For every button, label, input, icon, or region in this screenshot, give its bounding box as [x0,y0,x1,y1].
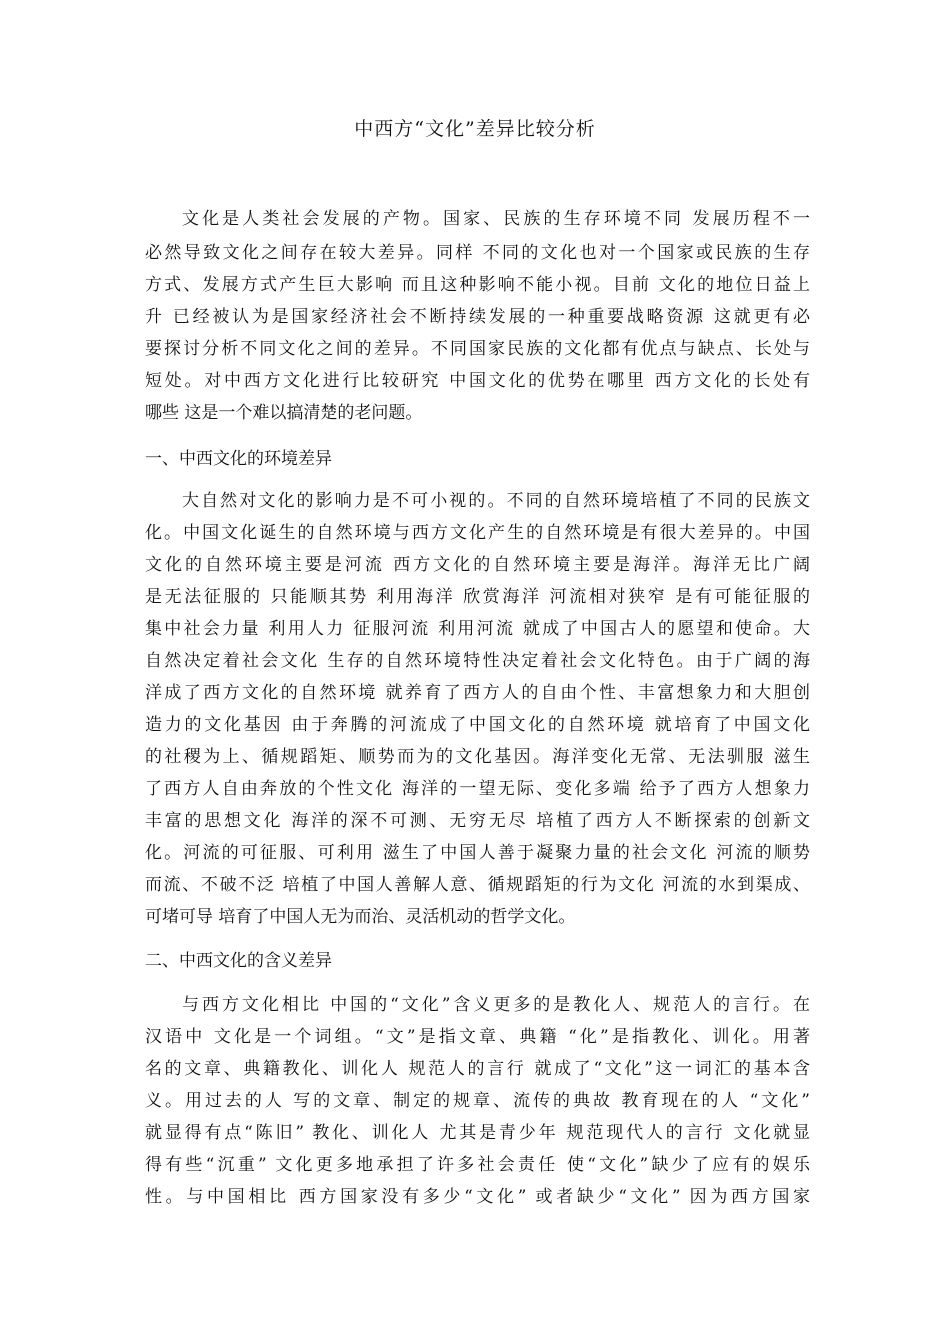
section1-line: 化。中国文化诞生的自然环境与西方文化产生的自然环境是有很大差异的。中国 [145,523,810,543]
section-heading: 二、中西文化的含义差异 [145,951,332,971]
section1-line: 丰富的思想文化 海洋的深不可测、无穷无尽 培植了西方人不断探索的创新文 [145,811,810,831]
section2-line: 义。用过去的人 写的文章、制定的规章、流传的典故 教育现在的人 “文化” [145,1091,810,1111]
intro-line: 必然导致文化之间存在较大差异。同样 不同的文化也对一个国家或民族的生存 [145,243,810,263]
section1-line: 而流、不破不泛 培植了中国人善解人意、循规蹈矩的行为文化 河流的水到渠成、 [145,875,810,895]
section1-line: 化。河流的可征服、可利用 滋生了中国人善于凝聚力量的社会文化 河流的顺势 [145,843,810,863]
section1-line: 自然决定着社会文化 生存的自然环境特性决定着社会文化特色。由于广阔的海 [145,651,810,671]
intro-line: 要探讨分析不同文化之间的差异。不同国家民族的文化都有优点与缺点、长处与 [145,339,810,359]
intro-line: 短处。对中西方文化进行比较研究 中国文化的优势在哪里 西方文化的长处有 [145,371,810,391]
section2-line: 名的文章、典籍教化、训化人 规范人的言行 就成了“文化”这一词汇的基本含 [145,1059,810,1079]
section2-line: 汉语中 文化是一个词组。“文”是指文章、典籍 “化”是指教化、训化。用著 [145,1027,810,1047]
section1-line: 的社稷为上、循规蹈矩、顺势而为的文化基因。海洋变化无常、无法驯服 滋生 [145,747,810,767]
intro-line: 方式、发展方式产生巨大影响 而且这种影响不能小视。目前 文化的地位日益上 [145,275,810,295]
section1-line: 文化的自然环境主要是河流 西方文化的自然环境主要是海洋。海洋无比广阔 [145,555,810,575]
section1-line: 洋成了西方文化的自然环境 就养育了西方人的自由个性、丰富想象力和大胆创 [145,683,810,703]
intro-line: 文化是人类社会发展的产物。国家、民族的生存环境不同 发展历程不一 [182,209,810,229]
section1-line: 大自然对文化的影响力是不可小视的。不同的自然环境培植了不同的民族文 [182,491,810,511]
section1-line: 集中社会力量 利用人力 征服河流 利用河流 就成了中国古人的愿望和使命。大 [145,619,810,639]
section2-line: 与西方文化相比 中国的“文化”含义更多的是教化人、规范人的言行。在 [182,995,810,1015]
section-heading: 一、中西文化的环境差异 [145,449,332,469]
section1-line: 了西方人自由奔放的个性文化 海洋的一望无际、变化多端 给予了西方人想象力 [145,779,810,799]
intro-line: 升 已经被认为是国家经济社会不断持续发展的一种重要战略资源 这就更有必 [145,307,810,327]
section2-line: 就显得有点“陈旧” 教化、训化人 尤其是青少年 规范现代人的言行 文化就显 [145,1123,810,1143]
section1-line: 可堵可导 培育了中国人无为而治、灵活机动的哲学文化。 [145,907,576,927]
intro-line: 哪些 这是一个难以搞清楚的老问题。 [145,403,423,423]
section2-line: 得有些“沉重” 文化更多地承担了许多社会责任 使“文化”缺少了应有的娱乐 [145,1155,810,1175]
section1-line: 造力的文化基因 由于奔腾的河流成了中国文化的自然环境 就培育了中国文化 [145,715,810,735]
document-title: 中西方“文化”差异比较分析 [354,118,596,140]
section2-line: 性。与中国相比 西方国家没有多少“文化” 或者缺少“文化” 因为西方国家 [145,1187,810,1207]
section1-line: 是无法征服的 只能顺其势 利用海洋 欣赏海洋 河流相对狭窄 是有可能征服的 [145,587,810,607]
